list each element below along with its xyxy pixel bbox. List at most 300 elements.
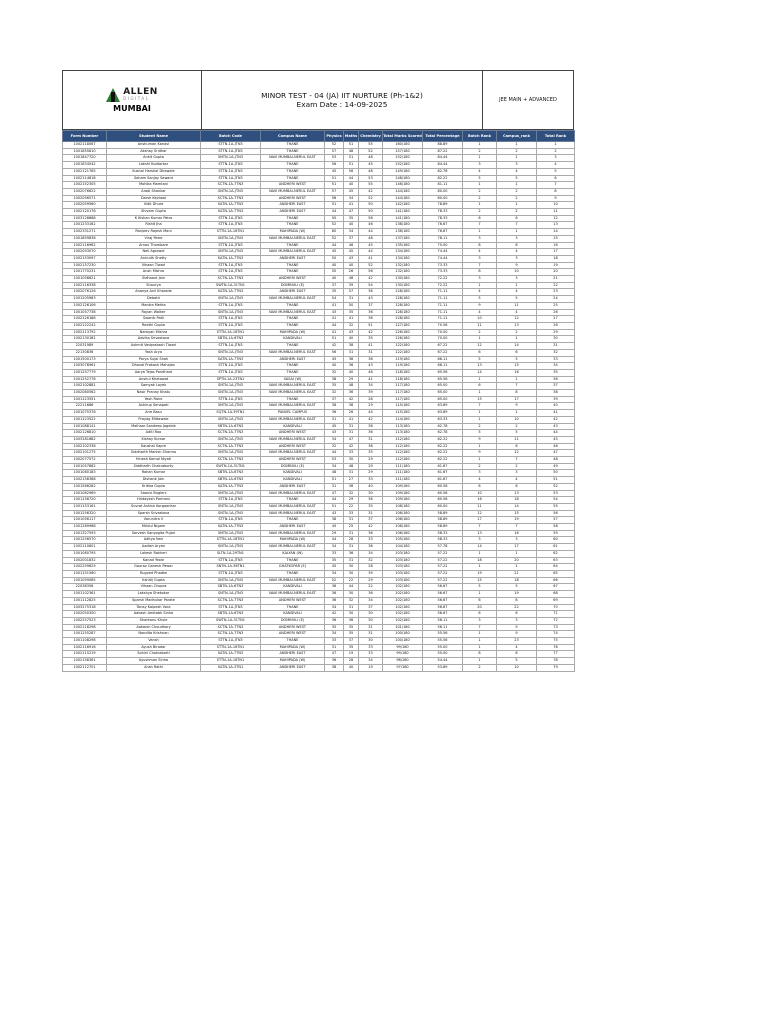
table-cell: 38 xyxy=(344,343,359,350)
table-cell: 22130836 xyxy=(63,349,107,356)
table-cell: 87.22 xyxy=(423,148,463,155)
table-row xyxy=(63,229,575,236)
table-cell: 1002076126 xyxy=(63,289,107,296)
table-row xyxy=(63,664,575,671)
table-cell: 32 xyxy=(344,322,359,329)
table-cell: 70.00 xyxy=(423,329,463,336)
table-cell: Aakash Amitabh Sinha xyxy=(107,611,201,618)
table-cell: 6 xyxy=(463,483,497,490)
table-cell: 128/180 xyxy=(383,302,423,309)
table-cell: 53 xyxy=(537,490,575,497)
table-cell: 1003281682 xyxy=(63,436,107,443)
table-cell: 64 xyxy=(537,564,575,571)
table-cell: 1002158368 xyxy=(63,477,107,484)
table-cell: 102/180 xyxy=(383,591,423,598)
table-cell: Tanay Kalpesh Vora xyxy=(107,604,201,611)
table-cell: 43 xyxy=(537,423,575,430)
table-cell: 11 xyxy=(497,436,537,443)
table-cell: 42 xyxy=(359,188,383,195)
table-cell: 31 xyxy=(359,349,383,356)
table-row xyxy=(63,638,575,645)
table-cell: 68 xyxy=(537,591,575,598)
table-cell: 1 xyxy=(463,155,497,162)
table-cell: 47 xyxy=(537,450,575,457)
table-cell: 45 xyxy=(325,249,344,256)
table-cell: 61.67 xyxy=(423,470,463,477)
table-cell: 61.67 xyxy=(423,477,463,484)
table-cell: 58.33 xyxy=(423,537,463,544)
table-cell: THANE xyxy=(261,638,325,645)
table-cell: 138/180 xyxy=(383,229,423,236)
table-cell: 39 xyxy=(537,396,575,403)
table-cell: 1001056117 xyxy=(63,517,107,524)
table-cell: STTN-1A-JTN3 xyxy=(201,557,261,564)
table-cell: 1 xyxy=(463,564,497,571)
table-cell: 1002001832 xyxy=(63,557,107,564)
table-cell: 1 xyxy=(463,410,497,417)
table-cell: 70.56 xyxy=(423,322,463,329)
table-cell: 29 xyxy=(344,497,359,504)
table-cell: 118/180 xyxy=(383,369,423,376)
table-cell: 38 xyxy=(325,376,344,383)
table-cell: THANE xyxy=(261,369,325,376)
table-cell: 1002101275 xyxy=(63,450,107,457)
table-cell: Vidit Dhure xyxy=(107,202,201,209)
table-cell: 35 xyxy=(359,336,383,343)
table-cell: 4 xyxy=(463,289,497,296)
table-cell: 4 xyxy=(463,249,497,256)
table-cell: KANDIVALI xyxy=(261,336,325,343)
table-cell: 38 xyxy=(344,356,359,363)
table-cell: 5 xyxy=(497,430,537,437)
table-cell: 45 xyxy=(344,188,359,195)
table-row xyxy=(63,624,575,631)
table-cell: Mohika Mamtani xyxy=(107,182,201,189)
table-cell: THANE xyxy=(261,242,325,249)
column-header: Batch Rank xyxy=(463,131,497,142)
table-cell: 1002121765 xyxy=(63,168,107,175)
table-cell: 35 xyxy=(325,624,344,631)
table-cell: 56.67 xyxy=(423,604,463,611)
table-cell: ANDHERI EAST xyxy=(261,664,325,671)
table-cell: NAVI MUMBAI-NERUL EAST xyxy=(261,309,325,316)
table-cell: 32 xyxy=(325,443,344,450)
table-cell: 31 xyxy=(325,483,344,490)
table-cell: 1 xyxy=(463,658,497,665)
table-cell: 1002112701 xyxy=(63,664,107,671)
table-cell: ANDHERI WEST xyxy=(261,624,325,631)
table-cell: 3 xyxy=(497,162,537,169)
table-cell: 1002053070 xyxy=(63,249,107,256)
table-cell: NAVI MUMBAI-NERUL EAST xyxy=(261,188,325,195)
table-cell: 27 xyxy=(537,316,575,323)
table-cell: 1001327593 xyxy=(63,530,107,537)
table-cell: Kanad Yeole xyxy=(107,557,201,564)
table-cell: 79 xyxy=(537,664,575,671)
table-cell: 1002120176 xyxy=(63,209,107,216)
table-cell: 114/180 xyxy=(383,416,423,423)
table-cell: 43 xyxy=(325,510,344,517)
table-cell: Vihaan Chopra xyxy=(107,584,201,591)
table-cell: 30 xyxy=(344,571,359,578)
table-cell: 55.56 xyxy=(423,631,463,638)
table-cell: SATN-1A-7TN3 xyxy=(201,202,261,209)
table-cell: 16 xyxy=(463,497,497,504)
table-cell: 58 xyxy=(537,524,575,531)
table-cell: Yash Rane xyxy=(107,396,201,403)
table-cell: 149/180 xyxy=(383,168,423,175)
table-cell: Ansh Mishra xyxy=(107,269,201,276)
table-row xyxy=(63,483,575,490)
table-cell: SATN-1A-7TN3 xyxy=(201,524,261,531)
table-cell: 25 xyxy=(344,524,359,531)
table-cell: 65.00 xyxy=(423,383,463,390)
table-cell: 5 xyxy=(497,658,537,665)
table-cell: 2 xyxy=(497,188,537,195)
table-row xyxy=(63,631,575,638)
table-cell: 56.67 xyxy=(423,597,463,604)
table-cell: 1001102361 xyxy=(63,591,107,598)
table-cell: 36 xyxy=(359,530,383,537)
table-cell: Dishank Jain xyxy=(107,477,201,484)
table-row xyxy=(63,302,575,309)
table-cell: 108/180 xyxy=(383,503,423,510)
table-cell: 2 xyxy=(497,463,537,470)
table-row xyxy=(63,329,575,336)
table-cell: 62.22 xyxy=(423,450,463,457)
table-cell: 20 xyxy=(497,557,537,564)
table-cell: 53 xyxy=(325,457,344,464)
table-cell: 62 xyxy=(537,550,575,557)
table-cell: Aadish Aryan xyxy=(107,544,201,551)
table-cell: 6 xyxy=(463,215,497,222)
table-cell: 60.56 xyxy=(423,483,463,490)
table-cell: 1 xyxy=(463,202,497,209)
table-cell: 52 xyxy=(325,142,344,149)
table-cell: 29 xyxy=(359,463,383,470)
table-row xyxy=(63,356,575,363)
table-cell: Aradi Shankar xyxy=(107,188,201,195)
table-cell: 7 xyxy=(463,403,497,410)
table-cell: 36 xyxy=(359,544,383,551)
table-cell: 5 xyxy=(463,430,497,437)
table-cell: 103/180 xyxy=(383,564,423,571)
table-cell: 1 xyxy=(463,550,497,557)
table-cell: SNTN-1A-JTN3 xyxy=(201,383,261,390)
table-cell: 30 xyxy=(359,611,383,618)
table-cell: 42 xyxy=(537,416,575,423)
table-cell: 45 xyxy=(359,242,383,249)
table-cell: 10 xyxy=(497,416,537,423)
table-cell: 16 xyxy=(537,242,575,249)
table-cell: 17 xyxy=(537,249,575,256)
table-cell: 70.00 xyxy=(423,336,463,343)
table-cell: STTN-1A-16TN1 xyxy=(201,537,261,544)
table-cell: 40 xyxy=(344,262,359,269)
table-cell: 103/180 xyxy=(383,550,423,557)
table-cell: 6 xyxy=(497,215,537,222)
table-cell: 10 xyxy=(497,664,537,671)
table-cell: 35 xyxy=(344,215,359,222)
table-row xyxy=(63,611,575,618)
table-cell: 5 xyxy=(463,296,497,303)
table-cell: 29 xyxy=(359,403,383,410)
table-cell: 128/180 xyxy=(383,289,423,296)
table-row xyxy=(63,537,575,544)
table-cell: 19 xyxy=(497,591,537,598)
table-cell: 38 xyxy=(344,483,359,490)
exam-type: JEE MAIN + ADVANCED xyxy=(499,97,557,103)
table-cell: 102/180 xyxy=(383,617,423,624)
table-cell: Anirudh Shetty xyxy=(107,255,201,262)
table-cell: 33 xyxy=(359,537,383,544)
table-cell: 41 xyxy=(537,410,575,417)
table-cell: Debatri xyxy=(107,296,201,303)
table-cell: 1001255287 xyxy=(63,631,107,638)
table-cell: 1 xyxy=(463,416,497,423)
table-cell: Mridul Nigam xyxy=(107,524,201,531)
table-cell: 7 xyxy=(463,624,497,631)
table-cell: 10 xyxy=(497,269,537,276)
table-cell: 7 xyxy=(537,182,575,189)
table-cell: STTN-1A-JTN3 xyxy=(201,316,261,323)
table-cell: 36 xyxy=(325,584,344,591)
table-cell: 4 xyxy=(463,168,497,175)
table-row xyxy=(63,396,575,403)
table-cell: MAHIPADA (W) xyxy=(261,644,325,651)
table-cell: 63.33 xyxy=(423,416,463,423)
table-cell: Sidhaant Jain xyxy=(107,276,201,283)
table-cell: 56 xyxy=(359,215,383,222)
table-cell: 33 xyxy=(325,638,344,645)
table-cell: 4 xyxy=(537,162,575,169)
table-cell: KALYAN (W) xyxy=(261,550,325,557)
table-cell: Ansh Rathi xyxy=(107,664,201,671)
table-cell: 35 xyxy=(325,557,344,564)
table-cell: 42 xyxy=(359,276,383,283)
table-cell: 12 xyxy=(497,450,537,457)
table-cell: 1002153097 xyxy=(63,255,107,262)
table-cell: 36 xyxy=(344,550,359,557)
table-cell: 7 xyxy=(497,383,537,390)
table-row xyxy=(63,503,575,510)
table-row xyxy=(63,544,575,551)
table-cell: Anshuman Kanavi xyxy=(107,142,201,149)
table-cell: 152/180 xyxy=(383,162,423,169)
table-cell: 1001252776 xyxy=(63,376,107,383)
exam-date: Exam Date : 14-09-2025 xyxy=(296,100,388,109)
table-cell: Samyak Layek xyxy=(107,383,201,390)
table-cell: 43 xyxy=(344,329,359,336)
table-cell: SLTN-1A-29TN1 xyxy=(201,550,261,557)
table-cell: 15 xyxy=(463,577,497,584)
table-cell: ANDHERI WEST xyxy=(261,443,325,450)
table-cell: KANDIVALI xyxy=(261,611,325,618)
table-cell: Siddharth Chakraborty xyxy=(107,463,201,470)
table-cell: 19 xyxy=(497,517,537,524)
table-cell: 104/180 xyxy=(383,544,423,551)
table-cell: 55 xyxy=(359,142,383,149)
table-cell: Ashirup Senapati xyxy=(107,403,201,410)
table-cell: K Kishan Kumar Patro xyxy=(107,215,201,222)
table-cell: SCTN-1A-7TN3 xyxy=(201,624,261,631)
table-cell: 1002077572 xyxy=(63,457,107,464)
table-cell: STTN-1A-JTN3 xyxy=(201,369,261,376)
table-cell: ANDHERI EAST xyxy=(261,209,325,216)
table-cell: Rohan Kumar xyxy=(107,470,201,477)
table-row xyxy=(63,363,575,370)
table-row xyxy=(63,564,575,571)
table-cell: Reethi Gupta xyxy=(107,322,201,329)
table-cell: 1 xyxy=(497,336,537,343)
table-cell: 57.22 xyxy=(423,577,463,584)
table-cell: 117/180 xyxy=(383,390,423,397)
table-cell: NAVI MUMBAI-NERUL EAST xyxy=(261,390,325,397)
table-cell: 40 xyxy=(325,262,344,269)
table-row xyxy=(63,142,575,149)
table-cell: 76.11 xyxy=(423,235,463,242)
table-cell: 122/180 xyxy=(383,349,423,356)
table-cell: 44 xyxy=(325,209,344,216)
table-cell: 48 xyxy=(359,168,383,175)
table-row xyxy=(63,369,575,376)
table-cell: Kushal Harshal Dhawale xyxy=(107,168,201,175)
table-cell: 56 xyxy=(325,162,344,169)
table-cell: 78.33 xyxy=(423,209,463,216)
table-cell: 30 xyxy=(344,564,359,571)
table-cell: Gaurav Ganesh Pawar xyxy=(107,564,201,571)
table-cell: 48 xyxy=(344,383,359,390)
table-cell: 100/180 xyxy=(383,638,423,645)
table-cell: 44 xyxy=(359,410,383,417)
table-cell: 111/180 xyxy=(383,470,423,477)
table-cell: 2 xyxy=(463,423,497,430)
table-cell: 73 xyxy=(537,624,575,631)
table-row xyxy=(63,403,575,410)
table-cell: 51 xyxy=(344,155,359,162)
table-cell: 40 xyxy=(325,363,344,370)
table-cell: 63 xyxy=(537,557,575,564)
table-cell: Shaurya xyxy=(107,282,201,289)
table-cell: 14 xyxy=(537,229,575,236)
table-row xyxy=(63,162,575,169)
table-cell: 10 xyxy=(463,316,497,323)
table-cell: 56 xyxy=(359,269,383,276)
table-cell: Arnav Thombare xyxy=(107,242,201,249)
table-cell: 31 xyxy=(344,557,359,564)
table-cell: 9 xyxy=(537,195,575,202)
table-cell: 1002102338 xyxy=(63,443,107,450)
table-row xyxy=(63,457,575,464)
table-cell: 30 xyxy=(359,638,383,645)
table-cell: 32 xyxy=(344,597,359,604)
table-cell: 38 xyxy=(344,403,359,410)
table-cell: 1001080795 xyxy=(63,550,107,557)
table-cell: 30 xyxy=(537,336,575,343)
table-cell: 1001123522 xyxy=(63,416,107,423)
table-cell: SNTN-1A-36TN1 xyxy=(201,564,261,571)
table-cell: SBTN-1A-6TN3 xyxy=(201,470,261,477)
table-cell: PANVEL CAMPUS xyxy=(261,410,325,417)
table-cell: 1002050300 xyxy=(63,611,107,618)
table-cell: 80.00 xyxy=(423,195,463,202)
table-cell: 130/180 xyxy=(383,282,423,289)
table-row xyxy=(63,477,575,484)
table-row xyxy=(63,658,575,665)
table-cell: 15 xyxy=(537,235,575,242)
table-cell: 13 xyxy=(463,363,497,370)
table-cell: 35 xyxy=(344,644,359,651)
table-cell: 137/180 xyxy=(383,235,423,242)
table-cell: 1001289968 xyxy=(63,524,107,531)
table-cell: 57.22 xyxy=(423,564,463,571)
table-cell: STTN-1A-JTN3 xyxy=(201,396,261,403)
table-header-row xyxy=(63,131,575,142)
table-cell: 31 xyxy=(344,604,359,611)
table-cell: NAVI MUMBAI-NERUL EAST xyxy=(261,450,325,457)
table-cell: SATN-1A-7TN3 xyxy=(201,209,261,216)
table-cell: NAVI MUMBAI-NERUL EAST xyxy=(261,249,325,256)
table-row xyxy=(63,168,575,175)
table-cell: 44 xyxy=(325,497,344,504)
table-cell: 29 xyxy=(537,329,575,336)
table-cell: 60 xyxy=(537,537,575,544)
column-header: Campus Name xyxy=(261,131,325,142)
table-row xyxy=(63,269,575,276)
table-cell: 36 xyxy=(359,423,383,430)
table-cell: 54 xyxy=(537,497,575,504)
table-cell: 6 xyxy=(537,175,575,182)
table-row xyxy=(63,222,575,229)
table-cell: 82.22 xyxy=(423,175,463,182)
table-cell: 4 xyxy=(463,309,497,316)
table-cell: 115/180 xyxy=(383,403,423,410)
table-cell: 34 xyxy=(359,383,383,390)
table-cell: 134/180 xyxy=(383,249,423,256)
table-cell: 1001056621 xyxy=(63,276,107,283)
table-row xyxy=(63,436,575,443)
table-cell: 14 xyxy=(463,544,497,551)
table-cell: 157/180 xyxy=(383,148,423,155)
table-cell: 44 xyxy=(325,322,344,329)
table-cell: 148/180 xyxy=(383,175,423,182)
table-cell: 31 xyxy=(359,624,383,631)
table-cell: 65.56 xyxy=(423,376,463,383)
table-cell: 38 xyxy=(325,517,344,524)
table-cell: 56 xyxy=(537,510,575,517)
table-cell: 14 xyxy=(497,343,537,350)
table-cell: 58.89 xyxy=(423,510,463,517)
table-cell: 36 xyxy=(359,591,383,598)
table-cell: ANDHERI EAST xyxy=(261,356,325,363)
table-cell: 26 xyxy=(344,410,359,417)
table-body xyxy=(63,142,575,672)
table-cell: 146/180 xyxy=(383,182,423,189)
table-cell: 34 xyxy=(359,597,383,604)
table-cell: 12 xyxy=(463,510,497,517)
table-cell: 1 xyxy=(497,410,537,417)
table-cell: 66 xyxy=(537,577,575,584)
table-cell: 6 xyxy=(463,383,497,390)
column-header: Campus_rank xyxy=(497,131,537,142)
table-cell: 76.67 xyxy=(423,229,463,236)
table-cell: SNTN-1A-JTN3 xyxy=(201,503,261,510)
table-cell: 15 xyxy=(497,363,537,370)
table-cell: 50 xyxy=(359,209,383,216)
table-cell: 30 xyxy=(344,457,359,464)
table-cell: 144/180 xyxy=(383,195,423,202)
table-cell: 1 xyxy=(497,202,537,209)
